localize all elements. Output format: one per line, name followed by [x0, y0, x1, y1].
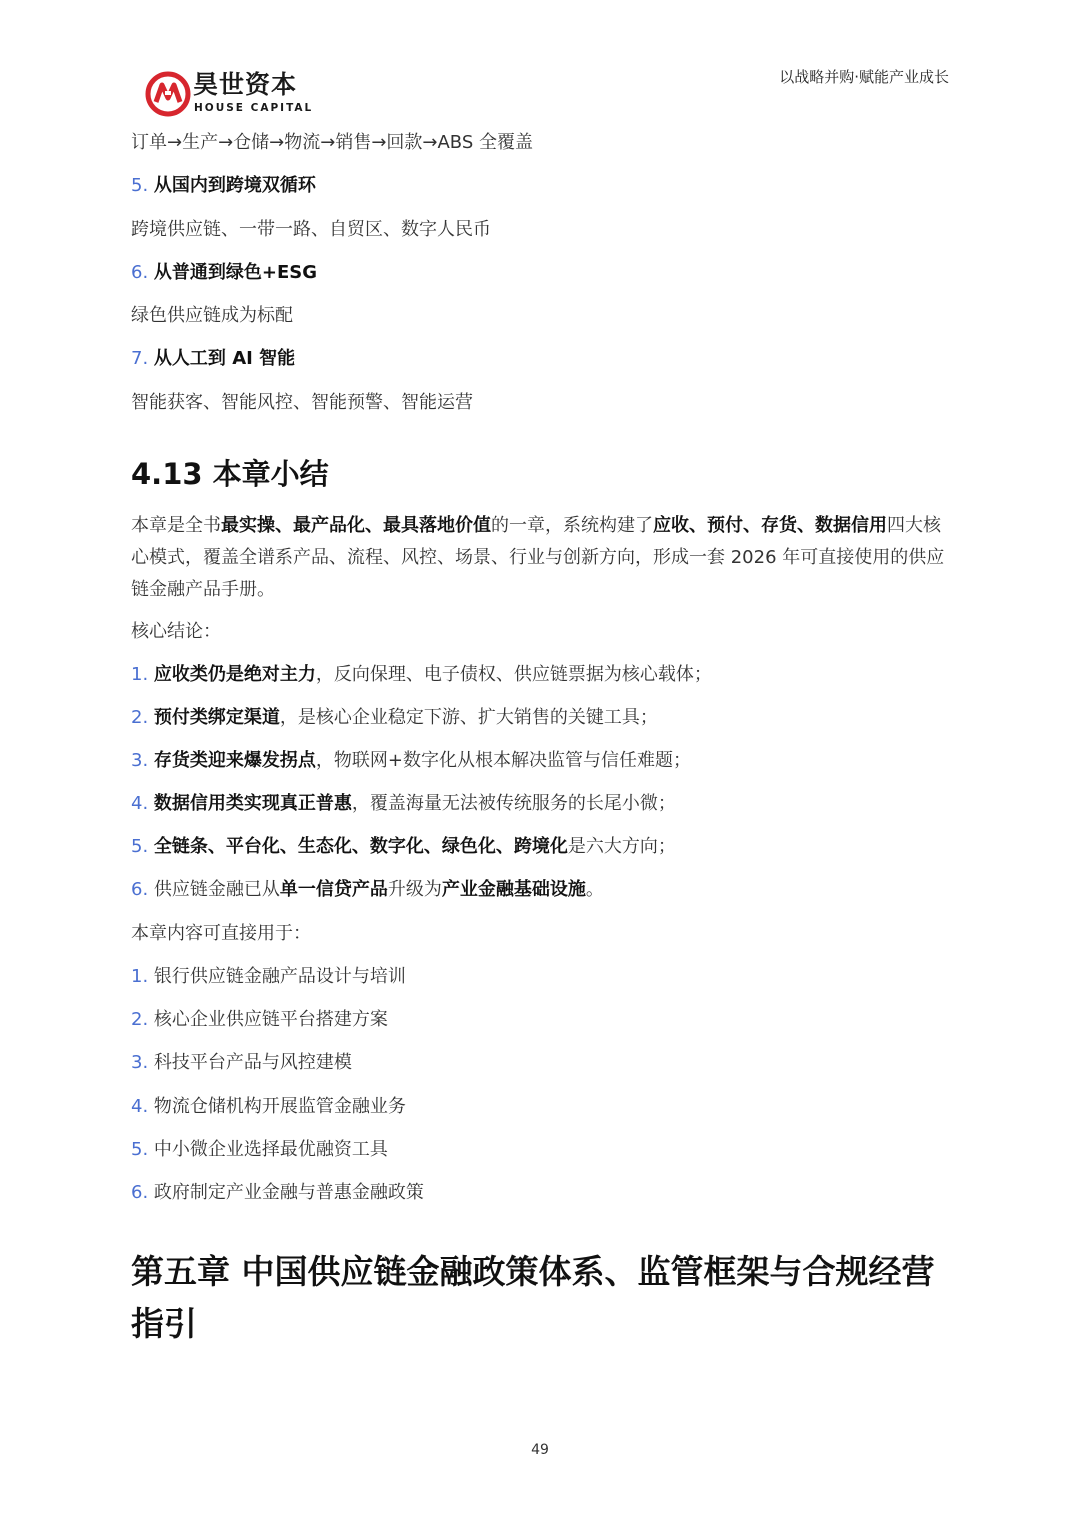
list-body-text: 绿色供应链成为标配 [131, 305, 293, 326]
house-capital-logo-icon [145, 71, 191, 117]
conclusion-item [131, 748, 691, 774]
list-number: 6. [131, 879, 149, 900]
conclusion-bold: 预付类绑定渠道 [153, 707, 280, 728]
list-body-text: 跨境供应链、一带一路、自贸区、数字人民币 [131, 219, 491, 240]
conclusion-item [131, 834, 676, 860]
list-number: 2. [131, 707, 149, 728]
usage-text: 核心企业供应链平台搭建方案 [153, 1009, 388, 1030]
list-heading-7 [131, 346, 295, 372]
usage-item [131, 1180, 424, 1206]
summary-text: 本章是全书 [131, 515, 221, 536]
conclusion-bold: 产业金融基础设施 [441, 879, 586, 900]
usage-text: 银行供应链金融产品设计与培训 [153, 966, 406, 987]
conclusion-text: 。 [585, 879, 604, 900]
list-number: 2. [131, 1009, 149, 1030]
summary-text: 四大核心模式，覆盖全谱系产品、流程、风控、场景、行业与创新方向，形成一套 2026 年可直接使用的供应链金融产品手册。 [131, 515, 945, 600]
list-number: 1. [131, 664, 149, 685]
list-heading-text: 从普通到绿色+ESG [153, 262, 318, 283]
summary-paragraph [131, 510, 951, 606]
conclusion-item [131, 791, 676, 817]
conclusion-text: ，是核心企业稳定下游、扩大销售的关键工具； [279, 707, 658, 728]
conclusion-text: ，物联网+数字化从根本解决监管与信任难题； [315, 750, 692, 771]
conclusion-item [131, 662, 712, 688]
list-number: 4. [131, 793, 149, 814]
list-heading-6 [131, 260, 317, 286]
usage-text: 中小微企业选择最优融资工具 [153, 1139, 388, 1160]
list-heading-text: 从人工到 AI 智能 [153, 348, 296, 369]
list-body-text: 智能获客、智能风控、智能预警、智能运营 [131, 392, 473, 413]
conclusion-bold: 全链条、平台化、生态化、数字化、绿色化、跨境化 [153, 836, 568, 857]
conclusion-text: ，覆盖海量无法被传统服务的长尾小微； [351, 793, 676, 814]
conclusion-bold: 单一信贷产品 [279, 879, 388, 900]
usage-text: 物流仓储机构开展监管金融业务 [153, 1096, 406, 1117]
summary-text: 的一章，系统构建了 [491, 515, 653, 536]
list-heading-text: 从国内到跨境双循环 [153, 175, 316, 196]
usage-item [131, 1007, 388, 1033]
usage-item [131, 964, 406, 990]
conclusions-label: 核心结论： [131, 621, 221, 642]
header-slogan: 以战略并购·赋能产业成长 [779, 68, 949, 86]
list-heading-5 [131, 173, 316, 199]
list-number: 5. [131, 1139, 149, 1160]
conclusion-bold: 应收类仍是绝对主力 [153, 664, 316, 685]
list-number: 3. [131, 1052, 149, 1073]
conclusion-text: 升级为 [387, 879, 442, 900]
usage-item [131, 1137, 388, 1163]
summary-bold: 最实操、最产品化、最具落地价值 [221, 515, 491, 536]
list-number: 5. [131, 175, 149, 196]
section-title: 4.13 本章小结 [131, 457, 329, 491]
list-number: 1. [131, 966, 149, 987]
conclusion-text: 是六大方向； [567, 836, 676, 857]
process-text: 订单→生产→仓储→物流→销售→回款→ABS 全覆盖 [131, 132, 533, 153]
summary-bold: 应收、预付、存货、数据信用 [653, 515, 887, 536]
list-number: 6. [131, 1182, 149, 1203]
chapter-title: 第五章 中国供应链金融政策体系、监管框架与合规经营指引 [131, 1252, 935, 1343]
company-logo [145, 70, 315, 120]
conclusion-bold: 存货类迎来爆发拐点 [153, 750, 316, 771]
list-number: 6. [131, 262, 149, 283]
conclusion-item [131, 705, 658, 731]
conclusion-text: 供应链金融已从 [153, 879, 280, 900]
list-number: 5. [131, 836, 149, 857]
list-number: 7. [131, 348, 149, 369]
usage-item [131, 1050, 352, 1076]
usage-text: 政府制定产业金融与普惠金融政策 [153, 1182, 424, 1203]
list-number: 4. [131, 1096, 149, 1117]
page-number: 49 [531, 1442, 549, 1458]
conclusion-item [131, 877, 604, 903]
usage-text: 科技平台产品与风控建模 [153, 1052, 352, 1073]
usage-label: 本章内容可直接用于： [131, 923, 311, 944]
conclusion-bold: 数据信用类实现真正普惠 [153, 793, 352, 814]
logo-english-text: HOUSE CAPITAL [194, 102, 314, 114]
usage-item [131, 1094, 406, 1120]
conclusion-text: ，反向保理、电子债权、供应链票据为核心载体； [315, 664, 712, 685]
logo-chinese-text: 昊世资本 [193, 70, 298, 99]
list-number: 3. [131, 750, 149, 771]
